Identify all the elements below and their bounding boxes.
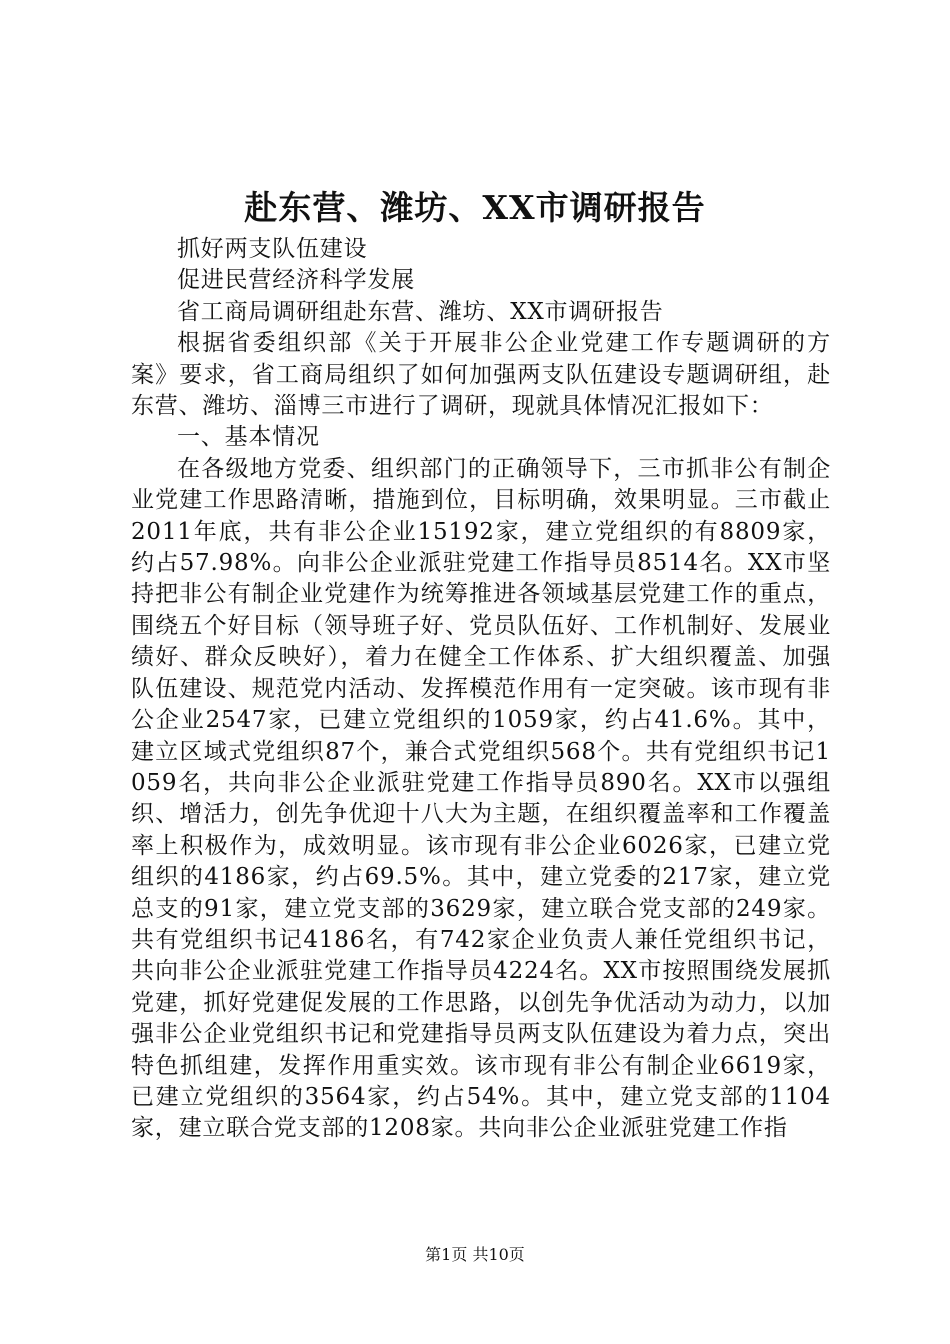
section-heading: 一、基本情况: [177, 424, 320, 451]
page-footer: [0, 1243, 950, 1267]
subtitle-line-3: 省工商局调研组赴东营、潍坊、XX市调研报告: [177, 298, 664, 325]
page-number: 第1页 共10页: [425, 1245, 525, 1264]
body-paragraph: 在各级地方党委、组织部门的正确领导下，三市抓非公有制企业党建工作思路清晰，措施到位，目标明确，效果明显。三市截止2011年底，共有非公企业15192家，建立党组织的有8809家，约占57.98%。向非公企业派驻党建工作指导员8514名。XX市坚持把非公有制企业党建作为统筹推进各领域基层党建工作的重点，围绕五个好目标（领导班子好、党员队伍好、工作机制好、发展业绩好、群众反映好），着力在健全工作体系、扩大组织覆盖、加强队伍建设、规范党内活动、发挥模范作用有一定突破。该市现有非公企业2547家，已建立党组织的1059家，约占41.6%。其中，建立区域式党组织87个，兼合式党组织568个。共有党组织书记1059名，共向非公企业派驻党建工作指导员890名。XX市以强组织、增活力，创先争优迎十八大为主题，在组织覆盖率和工作覆盖率上积极作为，成效明显。该市现有非公企业6026家，已建立党组织的4186家，约占69.5%。其中，建立党委的217家，建立党总支的91家，建立党支部的3629家，建立联合党支部的249家。共有党组织书记4186名，有742家企业负责人兼任党组织书记，共向非公企业派驻党建工作指导员4224名。XX市按照围绕发展抓党建，抓好党建促发展的工作思路，以创先争优活动为动力，以加强非公企业党组织书记和党建指导员两支队伍建设为着力点，突出特色抓组建，发挥作用重实效。该市现有非公有制企业6619家，已建立党组织的3564家，约占54%。其中，建立党支部的1104家，建立联合党支部的1208家。共向非公企业派驻党建工作指: [131, 455, 831, 1142]
document-body: [131, 234, 831, 1145]
subtitle-line-2: 促进民营经济科学发展: [177, 267, 415, 294]
document-title: 赴东营、潍坊、XX市调研报告: [244, 188, 706, 227]
subtitle-line-1: 抓好两支队伍建设: [177, 236, 368, 262]
intro-paragraph: 根据省委组织部《关于开展非公企业党建工作专题调研的方案》要求，省工商局组织了如何加强两支队伍建设专题调研组，赴东营、潍坊、淄博三市进行了调研，现就具体情况汇报如下：: [131, 330, 831, 420]
